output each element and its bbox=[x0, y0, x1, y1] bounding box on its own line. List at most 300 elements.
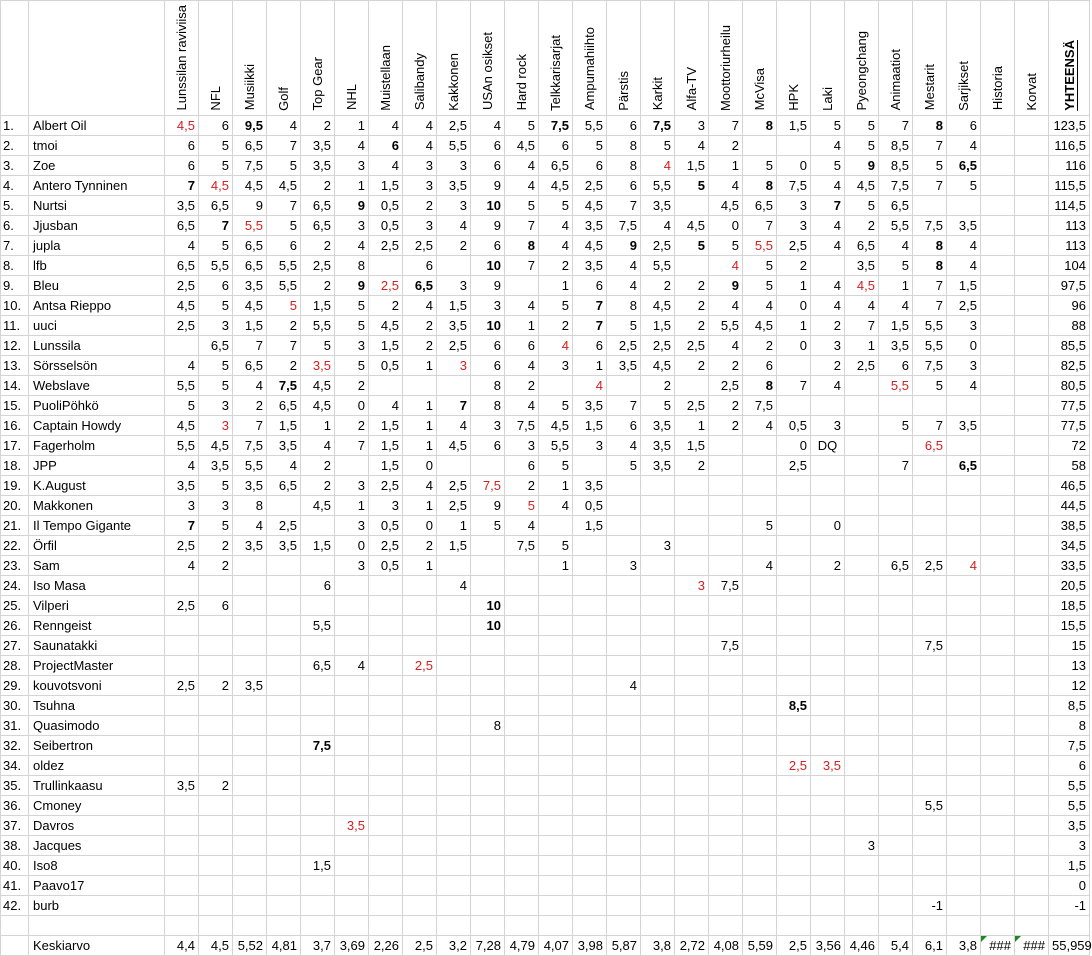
score-cell[interactable] bbox=[777, 595, 811, 615]
score-cell[interactable]: 3 bbox=[573, 435, 607, 455]
player-name-cell[interactable]: Antero Tynninen bbox=[29, 175, 165, 195]
total-cell[interactable]: 0 bbox=[1049, 875, 1090, 895]
score-cell[interactable]: 4 bbox=[607, 435, 641, 455]
score-cell[interactable] bbox=[403, 695, 437, 715]
score-cell[interactable] bbox=[301, 515, 335, 535]
average-cell[interactable]: 2,72 bbox=[675, 935, 709, 955]
score-cell[interactable]: 2,5 bbox=[301, 255, 335, 275]
score-cell[interactable]: 4 bbox=[539, 335, 573, 355]
score-cell[interactable]: 2 bbox=[641, 275, 675, 295]
average-cell[interactable]: 3,8 bbox=[641, 935, 675, 955]
score-cell[interactable] bbox=[573, 615, 607, 635]
score-cell[interactable] bbox=[947, 515, 981, 535]
rank-cell[interactable]: 37. bbox=[1, 815, 29, 835]
score-cell[interactable] bbox=[403, 575, 437, 595]
score-cell[interactable] bbox=[573, 735, 607, 755]
score-cell[interactable] bbox=[233, 735, 267, 755]
score-cell[interactable] bbox=[1015, 155, 1049, 175]
score-cell[interactable] bbox=[743, 775, 777, 795]
score-cell[interactable] bbox=[913, 475, 947, 495]
rank-cell[interactable]: 3. bbox=[1, 155, 29, 175]
score-cell[interactable] bbox=[879, 695, 913, 715]
score-cell[interactable]: 2 bbox=[505, 375, 539, 395]
score-cell[interactable] bbox=[879, 595, 913, 615]
score-cell[interactable] bbox=[641, 595, 675, 615]
score-cell[interactable]: 3,5 bbox=[267, 535, 301, 555]
score-cell[interactable]: 2 bbox=[845, 215, 879, 235]
score-cell[interactable] bbox=[743, 795, 777, 815]
empty-cell[interactable] bbox=[811, 915, 845, 935]
empty-cell[interactable] bbox=[641, 915, 675, 935]
score-cell[interactable]: 4 bbox=[233, 375, 267, 395]
empty-cell[interactable] bbox=[199, 915, 233, 935]
score-cell[interactable] bbox=[505, 615, 539, 635]
score-cell[interactable] bbox=[233, 795, 267, 815]
score-cell[interactable]: 1 bbox=[403, 495, 437, 515]
score-cell[interactable] bbox=[505, 695, 539, 715]
column-header[interactable] bbox=[743, 1, 777, 116]
score-cell[interactable]: 3,5 bbox=[301, 355, 335, 375]
score-cell[interactable]: 5 bbox=[471, 515, 505, 535]
score-cell[interactable]: 2,5 bbox=[675, 395, 709, 415]
score-cell[interactable] bbox=[777, 855, 811, 875]
score-cell[interactable] bbox=[607, 875, 641, 895]
score-cell[interactable] bbox=[913, 515, 947, 535]
score-cell[interactable] bbox=[437, 675, 471, 695]
score-cell[interactable]: 3,5 bbox=[573, 255, 607, 275]
score-cell[interactable] bbox=[165, 735, 199, 755]
score-cell[interactable]: 1,5 bbox=[675, 155, 709, 175]
score-cell[interactable]: 3 bbox=[403, 155, 437, 175]
score-cell[interactable] bbox=[913, 195, 947, 215]
score-cell[interactable]: 0,5 bbox=[369, 555, 403, 575]
score-cell[interactable] bbox=[301, 775, 335, 795]
score-cell[interactable] bbox=[267, 595, 301, 615]
score-cell[interactable] bbox=[199, 655, 233, 675]
rank-cell[interactable]: 26. bbox=[1, 615, 29, 635]
score-cell[interactable]: 4 bbox=[607, 275, 641, 295]
score-cell[interactable] bbox=[539, 855, 573, 875]
column-header[interactable] bbox=[981, 1, 1015, 116]
score-cell[interactable] bbox=[335, 575, 369, 595]
score-cell[interactable]: 5 bbox=[505, 115, 539, 135]
score-cell[interactable] bbox=[1015, 475, 1049, 495]
column-header[interactable] bbox=[369, 1, 403, 116]
score-cell[interactable] bbox=[777, 835, 811, 855]
score-cell[interactable]: 7 bbox=[165, 515, 199, 535]
score-cell[interactable] bbox=[607, 655, 641, 675]
score-cell[interactable]: 4 bbox=[403, 115, 437, 135]
score-cell[interactable]: 4 bbox=[403, 295, 437, 315]
score-cell[interactable]: 4,5 bbox=[573, 195, 607, 215]
score-cell[interactable]: 5 bbox=[539, 455, 573, 475]
score-cell[interactable]: 3 bbox=[471, 295, 505, 315]
score-cell[interactable]: 8 bbox=[743, 375, 777, 395]
total-cell[interactable]: 82,5 bbox=[1049, 355, 1090, 375]
score-cell[interactable] bbox=[709, 475, 743, 495]
score-cell[interactable] bbox=[811, 395, 845, 415]
score-cell[interactable] bbox=[1015, 715, 1049, 735]
score-cell[interactable] bbox=[199, 735, 233, 755]
score-cell[interactable]: 4 bbox=[607, 255, 641, 275]
score-cell[interactable]: 4,5 bbox=[845, 275, 879, 295]
score-cell[interactable]: 6,5 bbox=[301, 195, 335, 215]
score-cell[interactable]: 3 bbox=[437, 275, 471, 295]
score-cell[interactable] bbox=[437, 895, 471, 915]
score-cell[interactable]: 3 bbox=[641, 535, 675, 555]
score-cell[interactable] bbox=[505, 635, 539, 655]
score-cell[interactable] bbox=[709, 755, 743, 775]
score-cell[interactable] bbox=[505, 875, 539, 895]
score-cell[interactable]: 4 bbox=[505, 295, 539, 315]
score-cell[interactable] bbox=[1015, 315, 1049, 335]
column-header[interactable] bbox=[913, 1, 947, 116]
score-cell[interactable]: 7 bbox=[233, 335, 267, 355]
column-header[interactable] bbox=[505, 1, 539, 116]
score-cell[interactable]: 3,5 bbox=[233, 275, 267, 295]
average-cell[interactable]: 4,08 bbox=[709, 935, 743, 955]
score-cell[interactable] bbox=[947, 655, 981, 675]
score-cell[interactable] bbox=[335, 795, 369, 815]
score-cell[interactable]: 4 bbox=[811, 175, 845, 195]
score-cell[interactable] bbox=[369, 715, 403, 735]
score-cell[interactable]: 3,5 bbox=[233, 475, 267, 495]
score-cell[interactable]: 4,5 bbox=[641, 295, 675, 315]
score-cell[interactable] bbox=[777, 655, 811, 675]
score-cell[interactable] bbox=[777, 495, 811, 515]
score-cell[interactable]: 5 bbox=[845, 195, 879, 215]
score-cell[interactable] bbox=[777, 615, 811, 635]
score-cell[interactable]: 5 bbox=[607, 315, 641, 335]
score-cell[interactable] bbox=[403, 775, 437, 795]
score-cell[interactable]: 2,5 bbox=[777, 235, 811, 255]
score-cell[interactable] bbox=[879, 775, 913, 795]
score-cell[interactable] bbox=[403, 735, 437, 755]
total-cell[interactable]: 3,5 bbox=[1049, 815, 1090, 835]
score-cell[interactable] bbox=[505, 735, 539, 755]
score-cell[interactable]: 6 bbox=[165, 135, 199, 155]
score-cell[interactable]: 3 bbox=[539, 355, 573, 375]
score-cell[interactable]: 7,5 bbox=[777, 175, 811, 195]
score-cell[interactable] bbox=[947, 695, 981, 715]
player-name-cell[interactable]: JPP bbox=[29, 455, 165, 475]
score-cell[interactable]: 9 bbox=[607, 235, 641, 255]
score-cell[interactable] bbox=[403, 815, 437, 835]
score-cell[interactable] bbox=[777, 875, 811, 895]
score-cell[interactable] bbox=[573, 675, 607, 695]
score-cell[interactable]: 2 bbox=[743, 335, 777, 355]
score-cell[interactable]: 4 bbox=[335, 235, 369, 255]
score-cell[interactable]: 6,5 bbox=[301, 655, 335, 675]
score-cell[interactable]: 5 bbox=[539, 395, 573, 415]
score-cell[interactable] bbox=[845, 515, 879, 535]
score-cell[interactable]: 5 bbox=[199, 515, 233, 535]
score-cell[interactable]: 2 bbox=[539, 315, 573, 335]
score-cell[interactable] bbox=[539, 775, 573, 795]
score-cell[interactable]: 5,5 bbox=[743, 235, 777, 255]
score-cell[interactable] bbox=[777, 515, 811, 535]
rank-cell[interactable]: 15. bbox=[1, 395, 29, 415]
score-cell[interactable] bbox=[675, 515, 709, 535]
empty-cell[interactable] bbox=[981, 915, 1015, 935]
score-cell[interactable]: 5,5 bbox=[165, 435, 199, 455]
total-cell[interactable]: 1,5 bbox=[1049, 855, 1090, 875]
score-cell[interactable] bbox=[811, 795, 845, 815]
score-cell[interactable] bbox=[913, 855, 947, 875]
column-header[interactable] bbox=[607, 1, 641, 116]
score-cell[interactable] bbox=[913, 695, 947, 715]
score-cell[interactable]: 7,5 bbox=[233, 435, 267, 455]
score-cell[interactable]: 3,5 bbox=[573, 215, 607, 235]
score-cell[interactable]: 5,5 bbox=[165, 375, 199, 395]
column-header[interactable] bbox=[539, 1, 573, 116]
score-cell[interactable]: 10 bbox=[471, 595, 505, 615]
score-cell[interactable]: 7,5 bbox=[233, 155, 267, 175]
score-cell[interactable]: 4,5 bbox=[199, 175, 233, 195]
score-cell[interactable] bbox=[437, 255, 471, 275]
empty-cell[interactable] bbox=[607, 915, 641, 935]
score-cell[interactable] bbox=[369, 775, 403, 795]
score-cell[interactable] bbox=[641, 495, 675, 515]
score-cell[interactable] bbox=[675, 535, 709, 555]
score-cell[interactable]: 3,5 bbox=[233, 535, 267, 555]
score-cell[interactable]: 3,5 bbox=[301, 135, 335, 155]
score-cell[interactable] bbox=[1015, 755, 1049, 775]
score-cell[interactable]: 5 bbox=[845, 115, 879, 135]
score-cell[interactable]: 6,5 bbox=[947, 455, 981, 475]
score-cell[interactable] bbox=[981, 195, 1015, 215]
score-cell[interactable] bbox=[607, 795, 641, 815]
score-cell[interactable]: 6 bbox=[471, 155, 505, 175]
score-cell[interactable]: 1 bbox=[845, 335, 879, 355]
score-cell[interactable] bbox=[947, 595, 981, 615]
score-cell[interactable] bbox=[811, 255, 845, 275]
score-cell[interactable]: 2 bbox=[675, 455, 709, 475]
score-cell[interactable]: 2 bbox=[301, 115, 335, 135]
score-cell[interactable]: 1 bbox=[403, 555, 437, 575]
score-cell[interactable]: 2,5 bbox=[267, 515, 301, 535]
score-cell[interactable]: 5,5 bbox=[709, 315, 743, 335]
score-cell[interactable] bbox=[675, 695, 709, 715]
score-cell[interactable]: 6 bbox=[471, 355, 505, 375]
score-cell[interactable]: 2,5 bbox=[641, 235, 675, 255]
score-cell[interactable]: 7 bbox=[437, 395, 471, 415]
score-cell[interactable] bbox=[573, 855, 607, 875]
score-cell[interactable] bbox=[539, 655, 573, 675]
score-cell[interactable] bbox=[947, 875, 981, 895]
score-cell[interactable] bbox=[811, 495, 845, 515]
score-cell[interactable] bbox=[913, 455, 947, 475]
score-cell[interactable] bbox=[845, 555, 879, 575]
score-cell[interactable]: 1,5 bbox=[369, 175, 403, 195]
score-cell[interactable] bbox=[267, 675, 301, 695]
score-cell[interactable] bbox=[981, 175, 1015, 195]
score-cell[interactable]: 4 bbox=[811, 275, 845, 295]
score-cell[interactable]: 2,5 bbox=[437, 115, 471, 135]
score-cell[interactable]: 8,5 bbox=[879, 135, 913, 155]
player-name-cell[interactable]: Makkonen bbox=[29, 495, 165, 515]
score-cell[interactable] bbox=[607, 635, 641, 655]
score-cell[interactable]: 2 bbox=[301, 455, 335, 475]
score-cell[interactable]: 6 bbox=[267, 235, 301, 255]
score-cell[interactable] bbox=[1015, 115, 1049, 135]
score-cell[interactable] bbox=[811, 855, 845, 875]
score-cell[interactable] bbox=[471, 555, 505, 575]
score-cell[interactable] bbox=[505, 795, 539, 815]
score-cell[interactable]: 2,5 bbox=[437, 495, 471, 515]
score-cell[interactable]: 6 bbox=[199, 275, 233, 295]
score-cell[interactable] bbox=[811, 715, 845, 735]
score-cell[interactable]: 7 bbox=[913, 275, 947, 295]
score-cell[interactable]: 2 bbox=[709, 355, 743, 375]
score-cell[interactable]: 4 bbox=[947, 375, 981, 395]
score-cell[interactable] bbox=[369, 835, 403, 855]
score-cell[interactable]: 4 bbox=[743, 555, 777, 575]
rank-cell[interactable]: 12. bbox=[1, 335, 29, 355]
score-cell[interactable]: 7,5 bbox=[539, 115, 573, 135]
score-cell[interactable] bbox=[709, 815, 743, 835]
score-cell[interactable]: 1 bbox=[879, 275, 913, 295]
empty-cell[interactable] bbox=[777, 915, 811, 935]
score-cell[interactable]: 8,5 bbox=[777, 695, 811, 715]
score-cell[interactable]: 9 bbox=[335, 195, 369, 215]
score-cell[interactable]: 6 bbox=[369, 135, 403, 155]
score-cell[interactable] bbox=[845, 575, 879, 595]
score-cell[interactable] bbox=[743, 615, 777, 635]
score-cell[interactable]: 2,5 bbox=[369, 235, 403, 255]
average-total-cell[interactable]: 55,959 bbox=[1049, 935, 1090, 955]
score-cell[interactable] bbox=[641, 615, 675, 635]
score-cell[interactable] bbox=[743, 695, 777, 715]
score-cell[interactable]: 3 bbox=[777, 195, 811, 215]
score-cell[interactable] bbox=[913, 595, 947, 615]
score-cell[interactable] bbox=[641, 835, 675, 855]
rank-cell[interactable]: 13. bbox=[1, 355, 29, 375]
score-cell[interactable]: 9 bbox=[845, 155, 879, 175]
average-cell[interactable]: 2,5 bbox=[403, 935, 437, 955]
score-cell[interactable] bbox=[1015, 295, 1049, 315]
score-cell[interactable] bbox=[641, 815, 675, 835]
score-cell[interactable] bbox=[777, 355, 811, 375]
rank-cell[interactable]: 22. bbox=[1, 535, 29, 555]
score-cell[interactable]: 2,5 bbox=[403, 235, 437, 255]
score-cell[interactable]: 7 bbox=[267, 195, 301, 215]
score-cell[interactable]: 7 bbox=[199, 215, 233, 235]
score-cell[interactable] bbox=[437, 715, 471, 735]
score-cell[interactable] bbox=[641, 775, 675, 795]
score-cell[interactable]: 4 bbox=[709, 335, 743, 355]
score-cell[interactable] bbox=[879, 655, 913, 675]
score-cell[interactable] bbox=[913, 835, 947, 855]
score-cell[interactable]: 5 bbox=[675, 235, 709, 255]
score-cell[interactable] bbox=[369, 895, 403, 915]
score-cell[interactable]: 1,5 bbox=[641, 315, 675, 335]
score-cell[interactable]: 4 bbox=[403, 475, 437, 495]
score-cell[interactable]: 6 bbox=[505, 335, 539, 355]
rank-cell[interactable]: 30. bbox=[1, 695, 29, 715]
score-cell[interactable]: 9,5 bbox=[233, 115, 267, 135]
score-cell[interactable]: 3,5 bbox=[641, 195, 675, 215]
score-cell[interactable]: 4 bbox=[607, 675, 641, 695]
score-cell[interactable] bbox=[641, 875, 675, 895]
score-cell[interactable] bbox=[913, 655, 947, 675]
score-cell[interactable]: 9 bbox=[471, 275, 505, 295]
score-cell[interactable]: 2 bbox=[505, 475, 539, 495]
score-cell[interactable] bbox=[165, 855, 199, 875]
average-cell[interactable]: ### bbox=[981, 935, 1015, 955]
total-cell[interactable]: 96 bbox=[1049, 295, 1090, 315]
average-cell[interactable]: 7,28 bbox=[471, 935, 505, 955]
score-cell[interactable] bbox=[369, 795, 403, 815]
score-cell[interactable]: 0,5 bbox=[369, 215, 403, 235]
score-cell[interactable]: 6 bbox=[471, 135, 505, 155]
score-cell[interactable] bbox=[777, 715, 811, 735]
score-cell[interactable]: 6,5 bbox=[301, 215, 335, 235]
score-cell[interactable]: 1,5 bbox=[369, 415, 403, 435]
score-cell[interactable] bbox=[267, 575, 301, 595]
empty-cell[interactable] bbox=[437, 915, 471, 935]
score-cell[interactable]: 2 bbox=[199, 675, 233, 695]
score-cell[interactable] bbox=[539, 835, 573, 855]
score-cell[interactable]: 2,5 bbox=[369, 275, 403, 295]
score-cell[interactable]: 3 bbox=[199, 415, 233, 435]
score-cell[interactable] bbox=[947, 815, 981, 835]
player-name-cell[interactable]: K.August bbox=[29, 475, 165, 495]
score-cell[interactable]: 5 bbox=[199, 375, 233, 395]
score-cell[interactable] bbox=[539, 715, 573, 735]
score-cell[interactable]: 4,5 bbox=[539, 175, 573, 195]
score-cell[interactable] bbox=[1015, 275, 1049, 295]
score-cell[interactable]: 3,5 bbox=[165, 195, 199, 215]
score-cell[interactable] bbox=[675, 855, 709, 875]
score-cell[interactable] bbox=[335, 715, 369, 735]
score-cell[interactable] bbox=[335, 855, 369, 875]
score-cell[interactable]: 8,5 bbox=[879, 155, 913, 175]
score-cell[interactable] bbox=[607, 815, 641, 835]
score-cell[interactable]: 2 bbox=[199, 775, 233, 795]
score-cell[interactable] bbox=[403, 875, 437, 895]
score-cell[interactable] bbox=[505, 575, 539, 595]
score-cell[interactable] bbox=[641, 575, 675, 595]
score-cell[interactable]: 9 bbox=[471, 215, 505, 235]
score-cell[interactable]: 2 bbox=[539, 255, 573, 275]
score-cell[interactable]: 3,5 bbox=[301, 155, 335, 175]
score-cell[interactable] bbox=[777, 795, 811, 815]
player-name-cell[interactable]: Bleu bbox=[29, 275, 165, 295]
total-cell[interactable]: 13 bbox=[1049, 655, 1090, 675]
score-cell[interactable] bbox=[743, 595, 777, 615]
score-cell[interactable]: 6 bbox=[743, 355, 777, 375]
score-cell[interactable] bbox=[267, 855, 301, 875]
score-cell[interactable]: 5 bbox=[811, 155, 845, 175]
column-header[interactable] bbox=[335, 1, 369, 116]
average-cell[interactable]: 4,81 bbox=[267, 935, 301, 955]
score-cell[interactable] bbox=[641, 675, 675, 695]
score-cell[interactable] bbox=[199, 795, 233, 815]
rank-cell[interactable]: 20. bbox=[1, 495, 29, 515]
score-cell[interactable] bbox=[1015, 255, 1049, 275]
score-cell[interactable]: 3 bbox=[437, 355, 471, 375]
average-cell[interactable]: 5,4 bbox=[879, 935, 913, 955]
score-cell[interactable]: 7 bbox=[879, 455, 913, 475]
score-cell[interactable]: 1 bbox=[335, 115, 369, 135]
score-cell[interactable] bbox=[505, 655, 539, 675]
score-cell[interactable] bbox=[981, 535, 1015, 555]
score-cell[interactable]: 2 bbox=[811, 355, 845, 375]
score-cell[interactable] bbox=[403, 715, 437, 735]
score-cell[interactable] bbox=[845, 735, 879, 755]
score-cell[interactable]: 5,5 bbox=[437, 135, 471, 155]
